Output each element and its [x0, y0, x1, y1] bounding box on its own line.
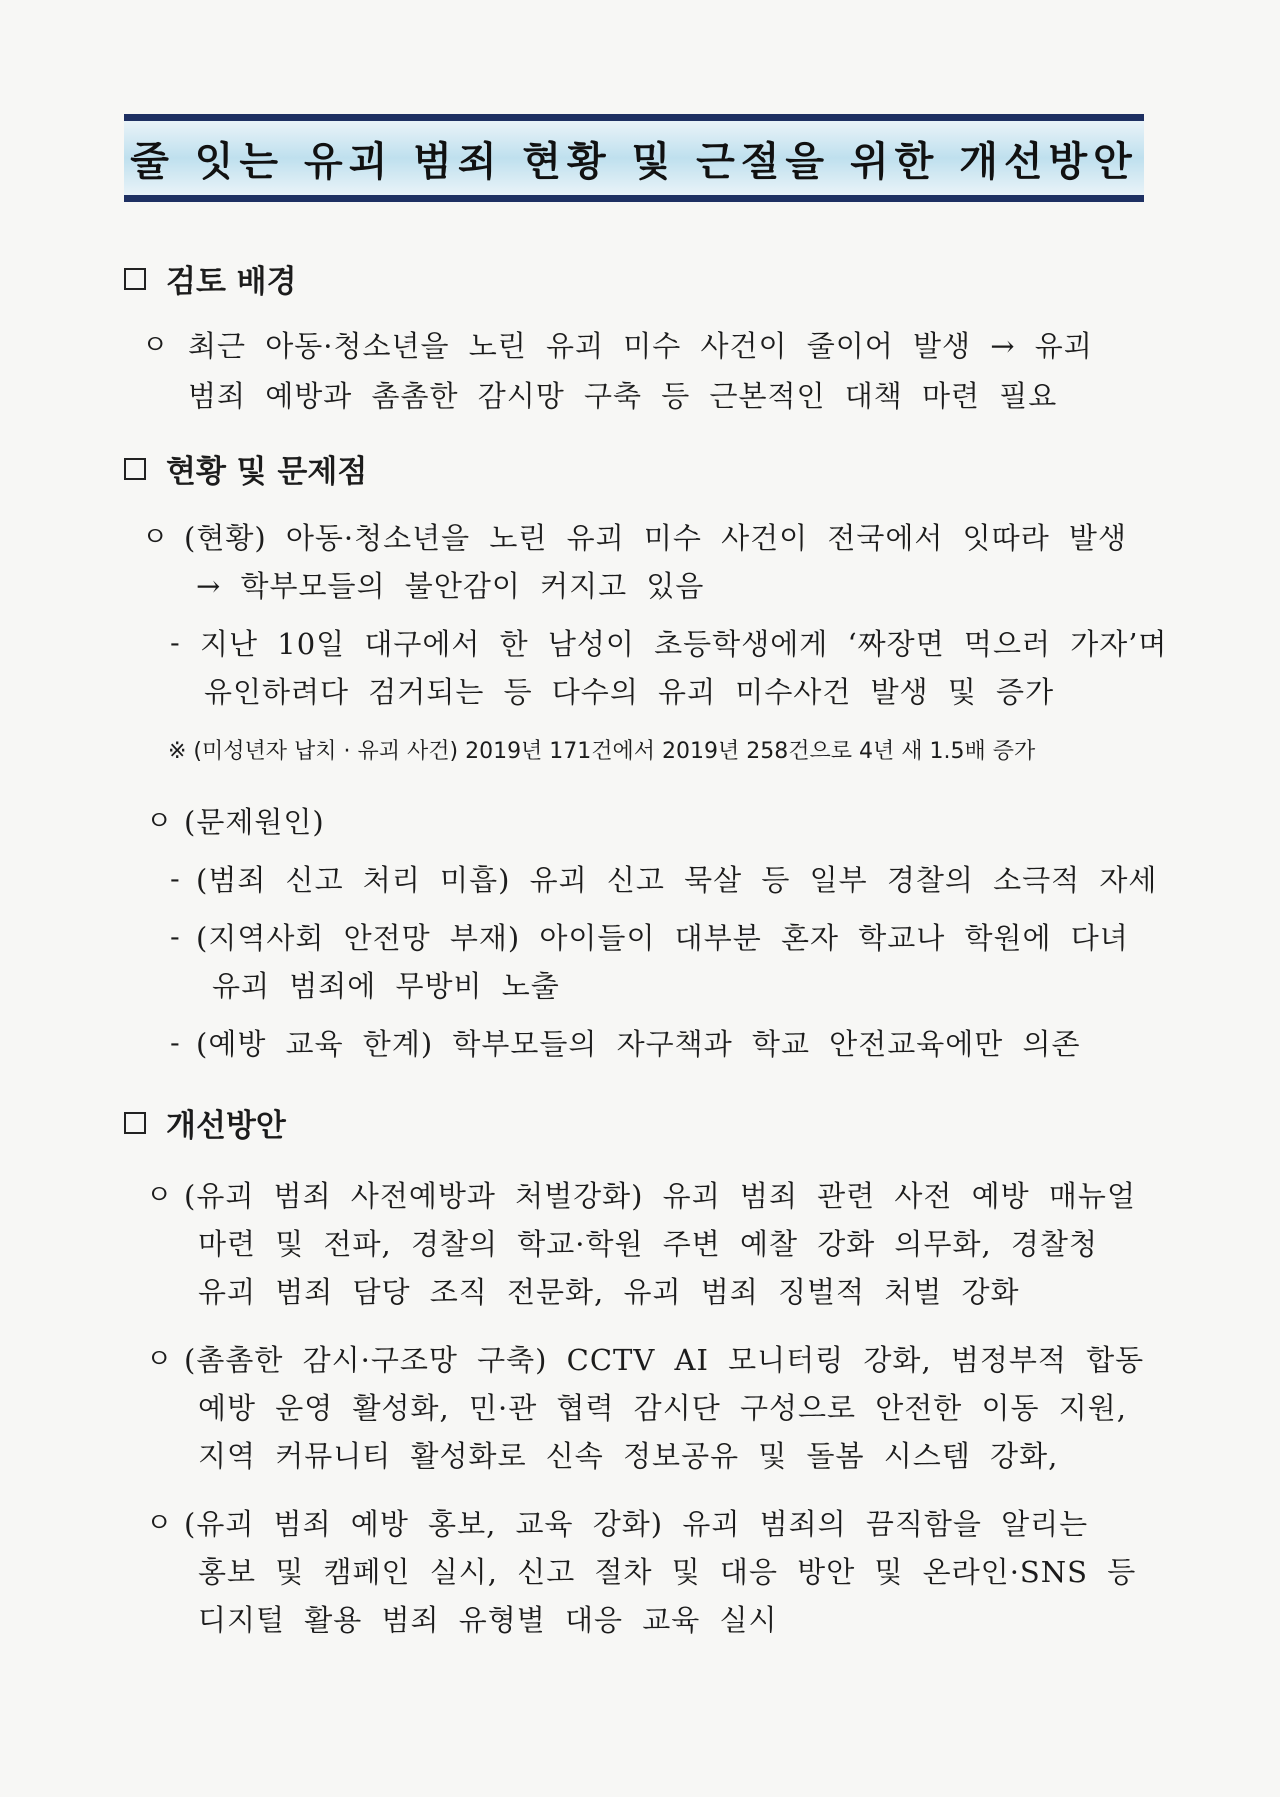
paragraph-line: (현황) 아동·청소년을 노린 유괴 미수 사건이 전국에서 잇따라 발생	[184, 521, 1127, 555]
circle-bullet: ㅇ	[146, 1508, 173, 1539]
statistics-note: ※ (미성년자 납치 · 유괴 사건) 2019년 171건에서 2019년 258건으로 4년 새 1.5배 증가	[168, 739, 1036, 764]
paragraph-line: (예방 교육 한계) 학부모들의 자구책과 학교 안전교육에만 의존	[196, 1027, 1081, 1061]
paragraph-line: (촘촘한 감시·구조망 구축) CCTV AI 모니터링 강화, 범정부적 합동	[184, 1343, 1145, 1377]
paragraph-line: 범죄 예방과 촘촘한 감시망 구축 등 근본적인 대책 마련 필요	[188, 379, 1058, 413]
dash-bullet: -	[170, 864, 180, 895]
paragraph-line: (지역사회 안전망 부재) 아이들이 대부분 혼자 학교나 학원에 다녀	[196, 921, 1129, 955]
paragraph-line: 예방 운영 활성화, 민·관 협력 감시단 구성으로 안전한 이동 지원,	[198, 1391, 1127, 1425]
section-heading-improve	[124, 1100, 286, 1145]
dash-bullet: -	[170, 628, 180, 659]
paragraph-line: 최근 아동·청소년을 노린 유괴 미수 사건이 줄이어 발생 → 유괴	[188, 329, 1093, 363]
section-heading-background	[124, 256, 297, 301]
paragraph-line: (유괴 범죄 예방 홍보, 교육 강화) 유괴 범죄의 끔직함을 알리는	[184, 1507, 1089, 1541]
square-bullet-icon	[124, 1112, 146, 1134]
paragraph-line: (유괴 범죄 사전예방과 처벌강화) 유괴 범죄 관련 사전 예방 매뉴얼	[184, 1179, 1136, 1213]
paragraph-line: 지역 커뮤니티 활성화로 신속 정보공유 및 돌봄 시스템 강화,	[198, 1439, 1059, 1473]
circle-bullet: ㅇ	[142, 522, 169, 553]
square-bullet-icon	[124, 268, 146, 290]
paragraph-line: 홍보 및 캠페인 실시, 신고 절차 및 대응 방안 및 온라인·SNS 등	[198, 1555, 1137, 1589]
section-heading-status	[124, 446, 367, 491]
paragraph-line: 마련 및 전파, 경찰의 학교·학원 주변 예찰 강화 의무화, 경찰청	[198, 1227, 1098, 1261]
paragraph-line: 디지털 활용 범죄 유형별 대응 교육 실시	[198, 1603, 778, 1637]
section-heading-label: 개선방안	[166, 1108, 286, 1144]
paragraph-line: (범죄 신고 처리 미흡) 유괴 신고 묵살 등 일부 경찰의 소극적 자세	[196, 863, 1158, 897]
paragraph-line: 지난 10일 대구에서 한 남성이 초등학생에게 ‘짜장면 먹으러 가자’며	[200, 627, 1168, 661]
circle-bullet: ㅇ	[146, 1344, 173, 1375]
paragraph-line: 유인하려다 검거되는 등 다수의 유괴 미수사건 발생 및 증가	[204, 675, 1055, 709]
title-top-rule	[124, 114, 1144, 121]
paragraph-line: 유괴 범죄에 무방비 노출	[212, 969, 560, 1003]
paragraph-line: → 학부모들의 불안감이 커지고 있음	[196, 569, 705, 603]
section-heading-label: 검토 배경	[166, 264, 297, 300]
section-heading-label: 현황 및 문제점	[166, 454, 368, 490]
square-bullet-icon	[124, 458, 146, 480]
dash-bullet: -	[170, 1028, 180, 1059]
dash-bullet: -	[170, 922, 180, 953]
circle-bullet: ㅇ	[146, 806, 173, 837]
page-title: 줄 잇는 유괴 범죄 현황 및 근절을 위한 개선방안	[130, 138, 1138, 185]
title-banner	[124, 114, 1144, 202]
title-bottom-rule	[124, 195, 1144, 202]
paragraph-line: (문제원인)	[184, 805, 325, 839]
circle-bullet: ㅇ	[142, 330, 169, 361]
circle-bullet: ㅇ	[146, 1180, 173, 1211]
paragraph-line: 유괴 범죄 담당 조직 전문화, 유괴 범죄 징벌적 처벌 강화	[198, 1275, 1020, 1309]
